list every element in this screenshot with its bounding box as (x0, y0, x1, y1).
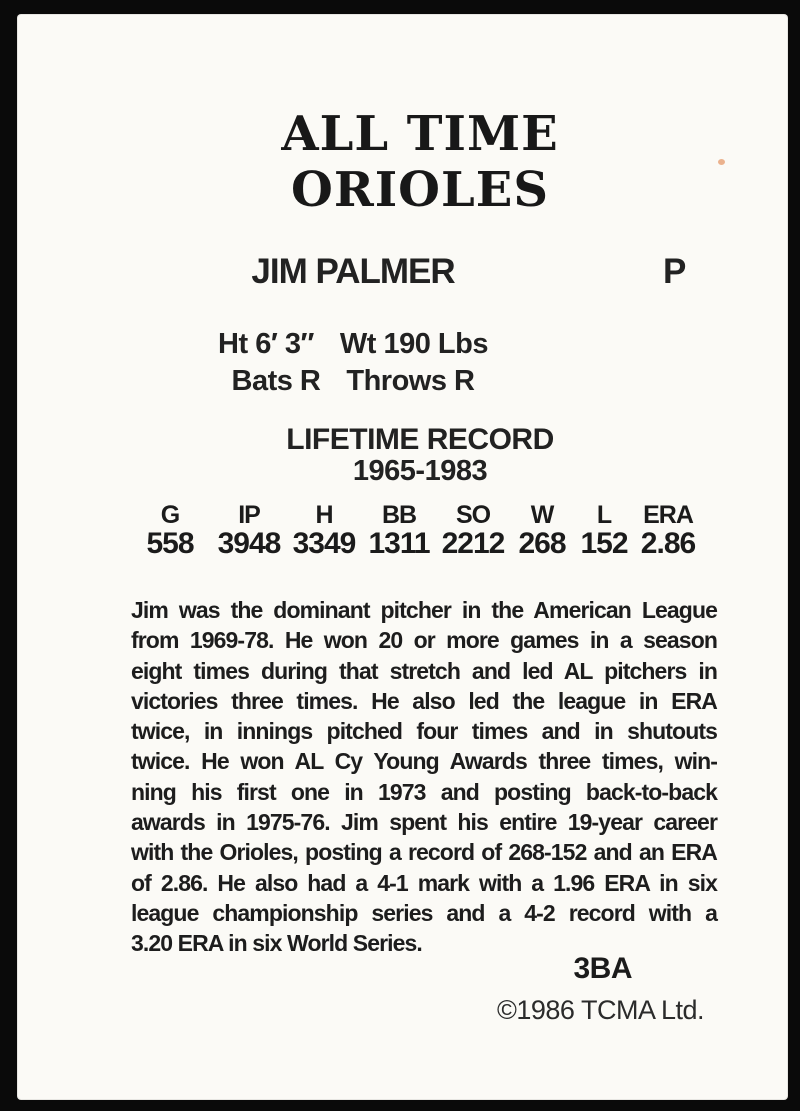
stat-value-era: 2.86 (640, 527, 696, 560)
stats-header-row (129, 502, 719, 528)
record-title: LIFETIME RECORD (286, 423, 554, 456)
bio-line: Jim was the dominant pitcher in the American League (131, 597, 717, 623)
stat-value-g: 558 (146, 527, 194, 560)
stat-value-ip: 3948 (217, 527, 281, 560)
stat-header-h: H (315, 501, 333, 529)
stat-value-bb: 1311 (368, 527, 430, 560)
team-title-line1: ALL TIME (281, 106, 559, 162)
bio-line: 3.20 ERA in six World Series. (131, 930, 422, 957)
stat-value-so: 2212 (441, 527, 505, 560)
bio-line: of 2.86. He also had a 4-1 mark with a 1.96 ERA in six (131, 869, 717, 896)
stat-header-l: L (596, 501, 612, 529)
stats-table (129, 502, 719, 559)
card-number: 3BA (573, 952, 632, 985)
stat-value-h: 3349 (292, 527, 356, 560)
stat-header-bb: BB (381, 501, 417, 529)
stat-header-ip: IP (238, 501, 260, 529)
bio-line: from 1969-78. He won 20 or more games in a season (131, 627, 717, 654)
bats-value: Bats R (231, 365, 321, 397)
stat-header-w: W (530, 501, 554, 529)
team-title (17, 106, 788, 218)
position-label: P (663, 252, 687, 291)
bio-line: awards in 1975-76. Jim spent his entire 19-year career (131, 809, 717, 836)
stats-value-row (129, 528, 719, 559)
bio-line: victories three times. He also led the league in ERA (131, 687, 717, 714)
card-back (17, 14, 788, 1100)
stat-header-so: SO (455, 501, 491, 529)
bio-line: eight times during that stretch and led AL pitchers in (131, 657, 717, 684)
bio-line: twice, in innings pitched four times and in shutouts (131, 718, 717, 745)
record-years: 1965-1983 (352, 455, 488, 487)
bio-line: with the Orioles, posting a record of 268-152 and an ERA (131, 839, 717, 866)
stat-value-l: 152 (580, 527, 628, 560)
bio-line: league championship series and a 4-2 record with a (131, 899, 717, 926)
player-name: JIM PALMER (251, 252, 455, 291)
weight-value: Wt 190 Lbs (339, 328, 488, 360)
vitals-row-hands (218, 363, 488, 400)
vitals-row-size (218, 326, 488, 363)
player-vitals (218, 326, 488, 400)
print-speck-artifact (718, 159, 725, 165)
bio-line: ning his first one in 1973 and posting back-to-back (131, 778, 717, 805)
bio-line: twice. He won AL Cy Young Awards three times, win- (131, 748, 717, 775)
bio-paragraph (131, 595, 717, 959)
stat-header-era: ERA (643, 501, 693, 529)
copyright-notice: ©1986 TCMA Ltd. (496, 995, 704, 1025)
throws-value: Throws R (346, 365, 475, 397)
height-value: Ht 6′ 3″ (218, 328, 314, 360)
player-name-row (17, 252, 788, 294)
lifetime-record-heading (17, 424, 788, 487)
stat-value-w: 268 (518, 527, 566, 560)
stat-header-g: G (160, 501, 180, 529)
team-title-line2: ORIOLES (291, 162, 549, 218)
